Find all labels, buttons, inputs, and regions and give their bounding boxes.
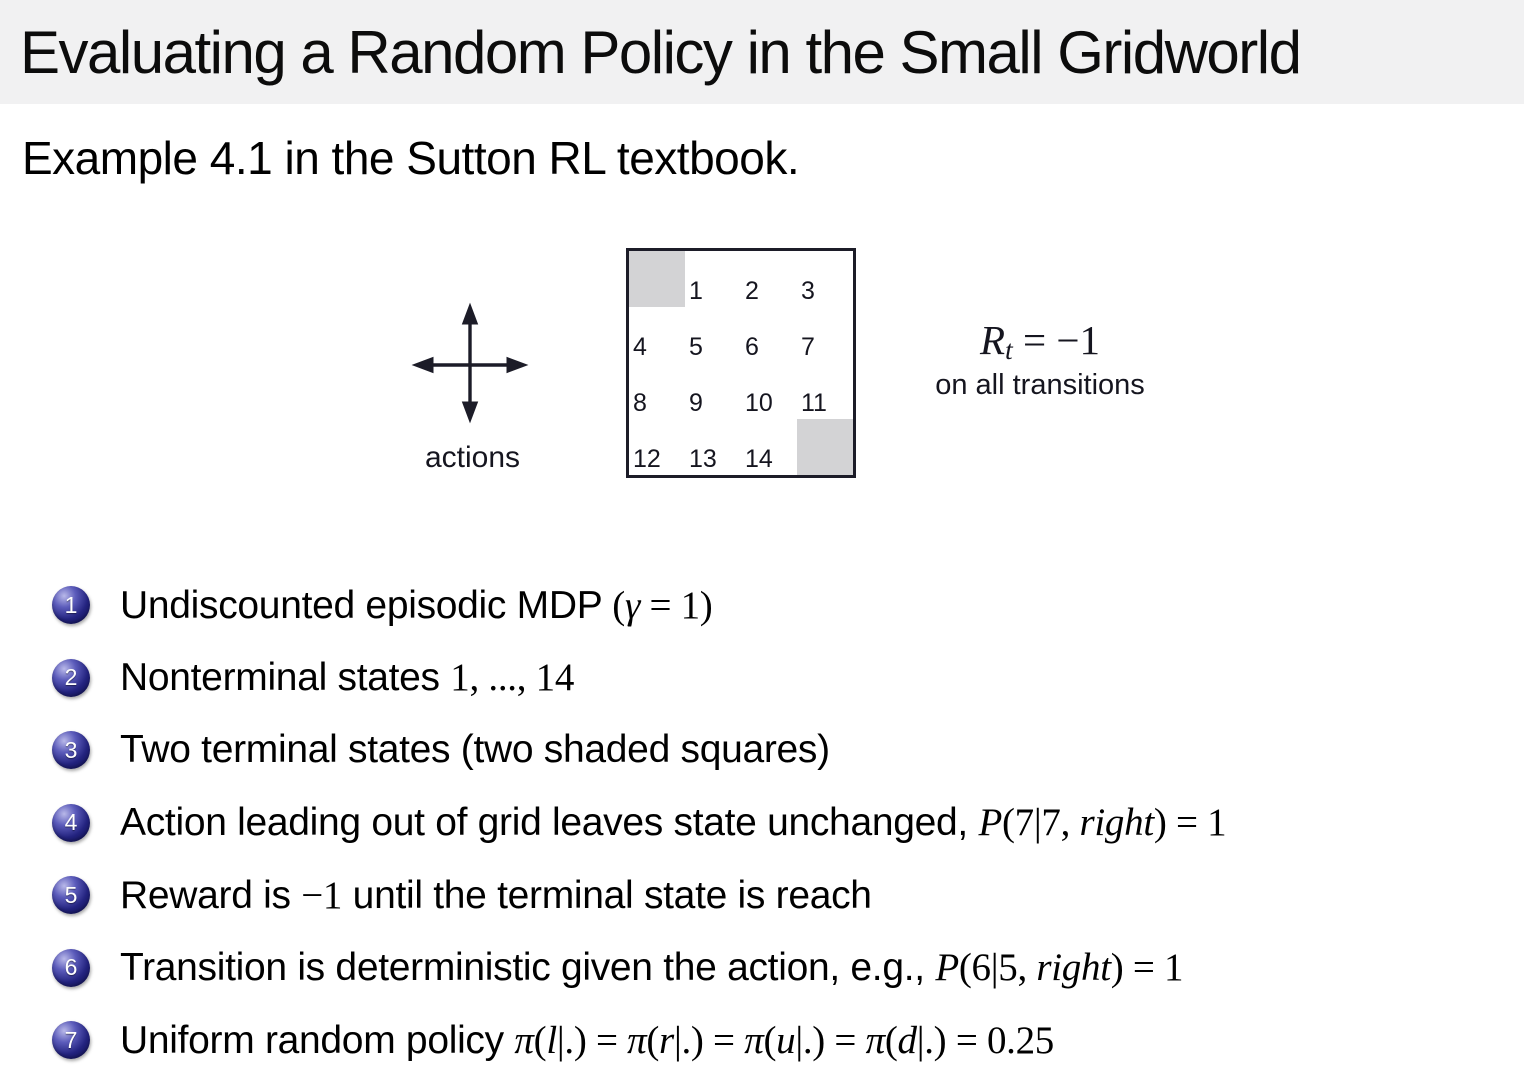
item-text: Two terminal states (two shaded squares) <box>120 728 830 772</box>
slide-header <box>0 0 1524 104</box>
list-item-4 <box>52 787 1226 860</box>
item-text: Uniform random policy π(l|.) = π(r|.) = π(u|.) = π(d|.) = 0.25 <box>120 1018 1055 1062</box>
reward-formula: Rt = −1 <box>979 317 1101 367</box>
grid-cell-number: 8 <box>633 389 647 417</box>
item-text: Transition is deterministic given the action, e.g., P(6|5, right) = 1 <box>120 946 1184 990</box>
grid-cell-terminal <box>629 251 687 309</box>
grid-cell-4 <box>629 307 687 365</box>
grid-cell-3 <box>797 251 853 309</box>
list-item-2 <box>52 642 1226 715</box>
grid-cell-number: 1 <box>689 277 703 305</box>
actions-block <box>405 298 540 475</box>
grid-cell-6 <box>741 307 799 365</box>
item-number-badge: 6 <box>52 949 90 987</box>
grid-cell-11 <box>797 363 853 421</box>
list-item-5 <box>52 859 1226 932</box>
gridworld-grid <box>626 248 856 478</box>
list-item-7 <box>52 1004 1226 1077</box>
grid-cell-9 <box>685 363 743 421</box>
list-item-1 <box>52 569 1226 642</box>
grid-cell-2 <box>741 251 799 309</box>
grid-cell-5 <box>685 307 743 365</box>
grid-cell-number: 2 <box>745 277 759 305</box>
grid-cell-1 <box>685 251 743 309</box>
item-text: Nonterminal states 1, ..., 14 <box>120 656 575 700</box>
item-number-badge: 4 <box>52 804 90 842</box>
grid-cell-number: 7 <box>801 333 815 361</box>
grid-cell-12 <box>629 419 687 475</box>
grid-cell-14 <box>741 419 799 475</box>
item-text: Action leading out of grid leaves state unchanged, P(7|7, right) = 1 <box>120 801 1227 845</box>
grid-cell-7 <box>797 307 853 365</box>
grid-cell-number: 11 <box>801 389 827 417</box>
grid-cell-number: 5 <box>689 333 703 361</box>
grid-cell-number: 3 <box>801 277 815 305</box>
grid-cell-number: 6 <box>745 333 759 361</box>
grid-cell-13 <box>685 419 743 475</box>
reward-caption: on all transitions <box>935 369 1145 402</box>
grid-cell-number: 13 <box>689 445 717 473</box>
grid-cell-8 <box>629 363 687 421</box>
item-number-badge: 2 <box>52 659 90 697</box>
grid-cell-number: 14 <box>745 445 773 473</box>
grid-cell-terminal <box>797 419 853 475</box>
grid-cell-number: 12 <box>633 445 661 473</box>
item-number-badge: 7 <box>52 1021 90 1059</box>
grid-cell-number: 9 <box>689 389 703 417</box>
actions-label: actions <box>424 441 521 474</box>
reward-block <box>920 316 1160 402</box>
item-number-badge: 3 <box>52 731 90 769</box>
page-title: Evaluating a Random Policy in the Small Gridworld <box>20 18 1301 86</box>
item-number-badge: 1 <box>52 586 90 624</box>
actions-cross-icon <box>405 298 540 428</box>
list-item-6 <box>52 932 1226 1005</box>
grid-cell-10 <box>741 363 799 421</box>
grid-cell-number: 10 <box>745 389 773 417</box>
item-text: Undiscounted episodic MDP (γ = 1) <box>120 583 713 627</box>
grid-cell-number: 4 <box>633 333 647 361</box>
list-item-3 <box>52 714 1226 787</box>
item-number-badge: 5 <box>52 876 90 914</box>
bullet-list <box>52 569 1226 1077</box>
item-text: Reward is −1 until the terminal state is reach <box>120 873 872 917</box>
slide-subtitle: Example 4.1 in the Sutton RL textbook. <box>22 132 800 184</box>
